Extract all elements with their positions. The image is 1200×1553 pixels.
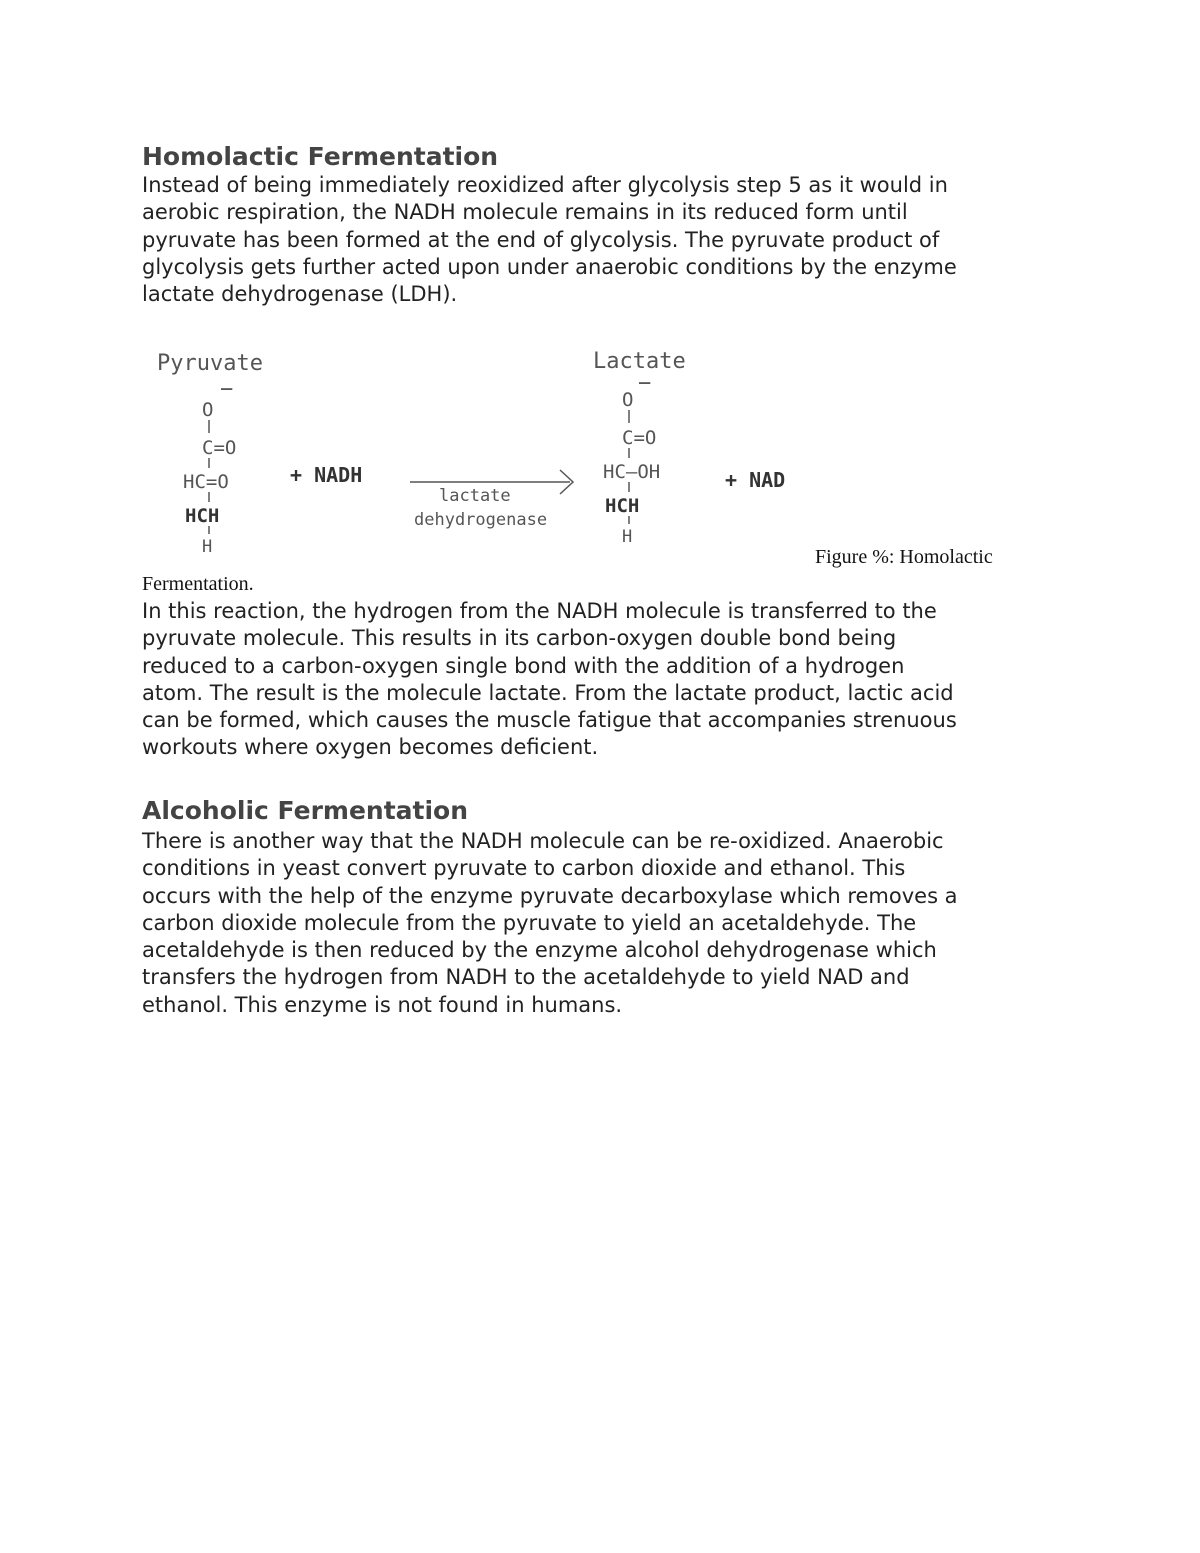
paragraph-line: pyruvate has been formed at the end of glycolysis. The pyruvate product of	[142, 227, 940, 252]
lactate-charge: −	[638, 371, 652, 396]
section-heading-alcoholic: Alcoholic Fermentation	[142, 796, 469, 825]
pyruvate-o-minus: O	[202, 399, 214, 421]
pyruvate-h: H	[202, 537, 213, 557]
plus-nad: + NAD	[725, 468, 786, 492]
pyruvate-carboxyl: C=O	[202, 437, 237, 459]
paragraph-line: occurs with the help of the enzyme pyruvate decarboxylase which removes a	[142, 883, 958, 908]
paragraph-homolactic-explanation	[142, 598, 1082, 762]
lactate-label: Lactate	[593, 349, 686, 374]
paragraph-line: Instead of being immediately reoxidized after glycolysis step 5 as it would in	[142, 173, 948, 197]
figure-caption-continued: Fermentation.	[142, 573, 254, 595]
paragraph-line: transfers the hydrogen from NADH to the acetaldehyde to yield NAD and	[142, 965, 910, 990]
lactate-carboxyl: C=O	[622, 427, 657, 449]
paragraph-line: atom. The result is the molecule lactate. From the lactate product, lactic acid	[142, 680, 954, 705]
enzyme-label-line2: dehydrogenase	[414, 510, 548, 530]
paragraph-line: carbon dioxide molecule from the pyruvate to yield an acetaldehyde. The	[142, 910, 917, 935]
paragraph-line: lactate dehydrogenase (LDH).	[142, 282, 458, 307]
paragraph-line: can be formed, which causes the muscle fatigue that accompanies strenuous	[142, 708, 957, 733]
paragraph-line: conditions in yeast convert pyruvate to carbon dioxide and ethanol. This	[142, 856, 906, 881]
pyruvate-charge: −	[220, 377, 234, 402]
paragraph-homolactic-intro	[142, 172, 1082, 308]
plus-nadh: + NADH	[290, 463, 363, 487]
paragraph-line: aerobic respiration, the NADH molecule remains in its reduced form until	[142, 200, 908, 225]
pyruvate-label: Pyruvate	[157, 351, 263, 376]
paragraph-line: In this reaction, the hydrogen from the NADH molecule is transferred to the	[142, 599, 937, 623]
lactate-hydroxyl: HC—OH	[603, 461, 661, 483]
lactate-o-minus: O	[622, 389, 634, 411]
paragraph-line: ethanol. This enzyme is not found in humans.	[142, 992, 623, 1017]
paragraph-line: There is another way that the NADH molecule can be re-oxidized. Anaerobic	[142, 829, 944, 853]
paragraph-alcoholic	[142, 828, 1082, 1019]
enzyme-label-line1: lactate	[439, 486, 511, 506]
reaction-figure	[150, 340, 830, 565]
lactate-methyl: HCH	[605, 495, 640, 517]
lactate-h: H	[622, 527, 633, 547]
pyruvate-keto: HC=O	[183, 471, 229, 493]
figure-caption: Figure %: Homolactic	[815, 546, 993, 568]
paragraph-line: glycolysis gets further acted upon under anaerobic conditions by the enzyme	[142, 254, 957, 279]
section-heading-homolactic: Homolactic Fermentation	[142, 142, 499, 171]
paragraph-line: acetaldehyde is then reduced by the enzyme alcohol dehydrogenase which	[142, 938, 937, 963]
paragraph-line: workouts where oxygen becomes deficient.	[142, 735, 599, 760]
paragraph-line: pyruvate molecule. This results in its carbon-oxygen double bond being	[142, 626, 897, 651]
paragraph-line: reduced to a carbon-oxygen single bond with the addition of a hydrogen	[142, 653, 905, 678]
pyruvate-methyl: HCH	[185, 505, 220, 527]
